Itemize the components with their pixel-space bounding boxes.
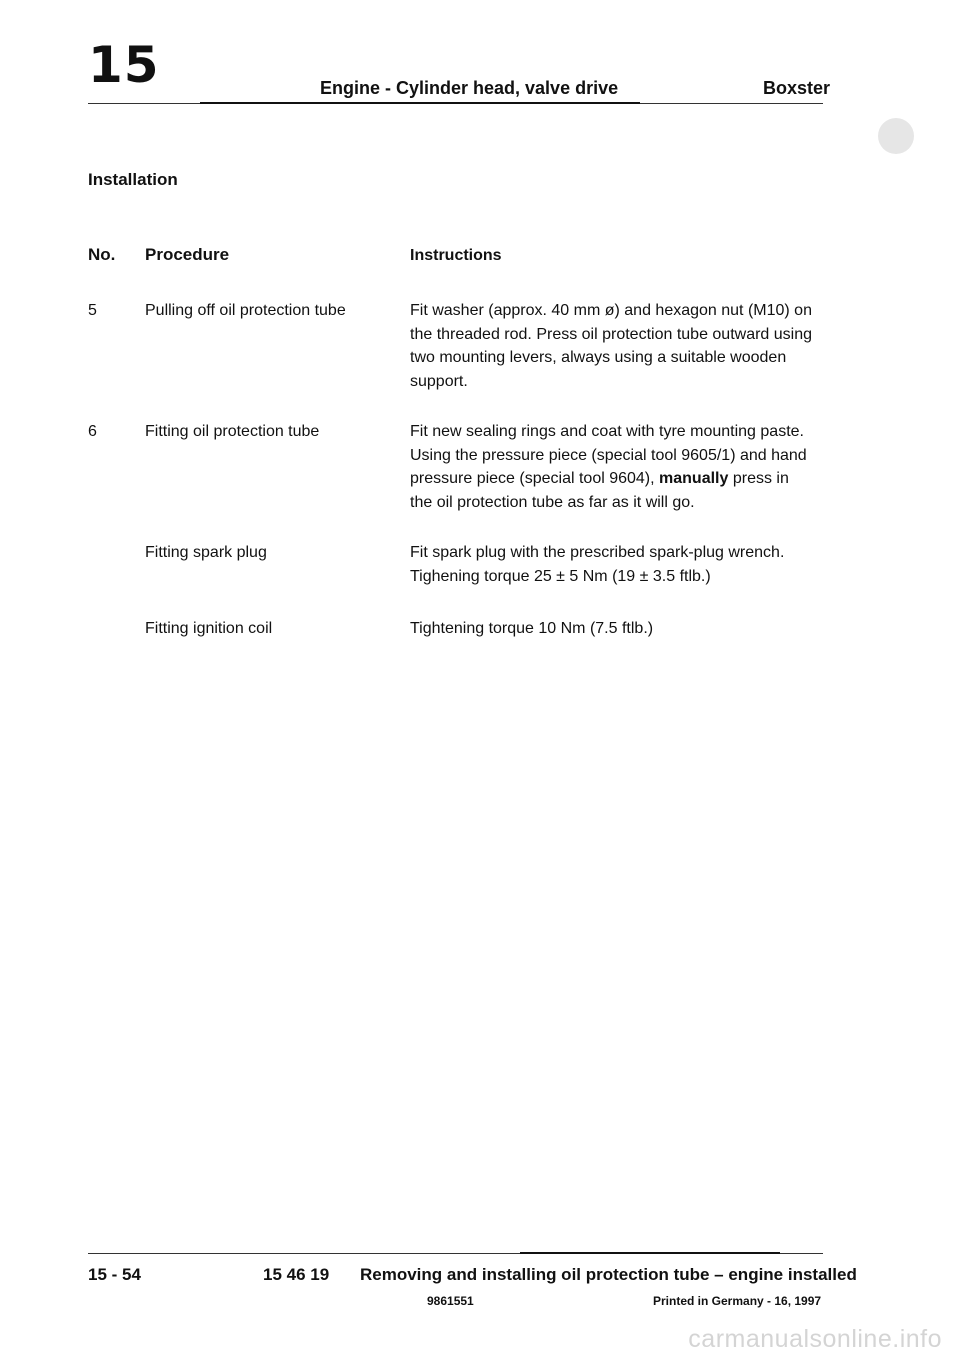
footer-rule-accent	[520, 1252, 780, 1254]
step-procedure: Fitting spark plug	[145, 544, 267, 561]
instructions-text: press in the oil protection tube as far as it will go.	[410, 470, 789, 511]
page-number: 15 - 54	[88, 1265, 141, 1284]
step-instructions	[410, 420, 815, 514]
step-instructions: Fit spark plug with the prescribed spark-plug wrench. Tighening torque 25 ± 5 Nm (19 ± 3.5 ftlb.)	[410, 544, 785, 585]
step-procedure: Pulling off oil protection tube	[145, 302, 346, 319]
job-code: 15 46 19	[263, 1265, 330, 1284]
step-instructions: Fit washer (approx. 40 mm ø) and hexagon nut (M10) on the threaded rod. Press oil protection tube outward using two mounting levers, always using a suitable wooden support.	[410, 302, 813, 390]
instructions-text: Fit new sealing rings and coat with tyre mounting paste. Using the pressure piece (special tool 9605/1) and hand pressure piece (special tool 9604),	[410, 423, 807, 487]
section-title: Installation	[88, 170, 178, 189]
step-number: 6	[88, 423, 97, 440]
chapter-number: 15	[88, 36, 160, 94]
header-title: Engine - Cylinder head, valve drive	[320, 78, 619, 98]
instructions-emphasis: manually	[659, 470, 729, 487]
header-model: Boxster	[763, 78, 831, 98]
print-info: Printed in Germany - 16, 1997	[653, 1294, 822, 1308]
watermark: carmanualsonline.info	[688, 1325, 942, 1353]
step-procedure: Fitting oil protection tube	[145, 423, 320, 440]
column-header-instructions: Instructions	[410, 247, 502, 264]
step-procedure: Fitting ignition coil	[145, 620, 273, 637]
footer-title: Removing and installing oil protection tube – engine installed	[360, 1265, 857, 1284]
part-number: 9861551	[427, 1294, 474, 1308]
step-number: 5	[88, 302, 97, 319]
step-instructions: Tightening torque 10 Nm (7.5 ftlb.)	[410, 620, 654, 637]
column-header-no: No.	[88, 245, 116, 264]
header-rule-accent	[200, 102, 640, 104]
column-header-procedure: Procedure	[145, 245, 230, 264]
punch-hole-mark	[878, 118, 914, 154]
